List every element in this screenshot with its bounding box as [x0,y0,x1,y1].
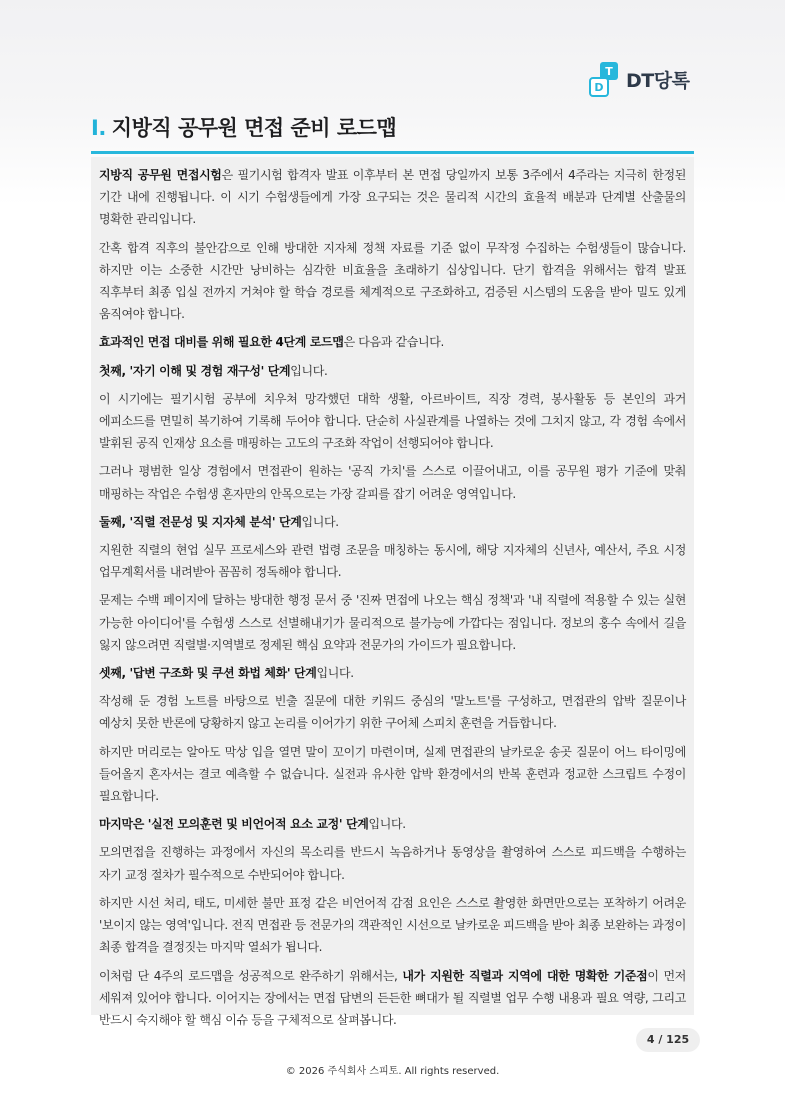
step-1-paragraph-2: 그러나 평범한 일상 경험에서 면접관이 원하는 '공직 가치'를 스스로 이끌어내고, 이를 공무원 평가 기준에 맞춰 매핑하는 작업은 수험생 혼자만의 안목으로는 가장 갈피를 잡기 어려운 영역입니다. [99,464,686,501]
step-2-paragraph-2: 문제는 수백 페이지에 달하는 방대한 행정 문서 중 '진짜 면접에 나오는 핵심 정책'과 '내 직렬에 적용할 수 있는 실현 가능한 아이디어'를 수험생 스스로 선별해내기가 물리적으로 불가능에 가깝다는 점입니다. 정보의 홍수 속에서 길을 잃지 않으려면 직렬별·지역별로 정제된 핵심 요약과 전문가의 가이드가 필요합니다. [99,593,686,652]
section-title [91,112,396,142]
page-number-badge: 4 / 125 [636,1028,700,1052]
logo-tiles-icon [584,60,624,100]
paragraph-2: 간혹 합격 직후의 불안감으로 인해 방대한 지자체 정책 자료를 기준 없이 무작정 수집하는 수험생들이 많습니다. 하지만 이는 소중한 시간만 낭비하는 심각한 비효율을 초래하기 십상입니다. 단기 합격을 위해서는 합격 발표 직후부터 최종 입실 전까지 거쳐야 할 학습 경로를 체계적으로 구조화하고, 검증된 시스템의 도움을 받아 밀도 있게 움직여야 합니다. [99,240,686,322]
step-3-bold: 셋째, '답변 구조화 및 쿠션 화법 체화' 단계 [99,666,317,681]
logo-letter-t: T [605,65,613,78]
step-1-heading [99,360,686,382]
step-2-suffix: 입니다. [301,514,339,529]
title-underline [91,151,694,154]
closing-paragraph [99,965,686,1032]
step-1-suffix: 입니다. [290,363,328,378]
step-3-heading [99,662,686,684]
roadmap-intro-bold: 효과적인 면접 대비를 위해 필요한 4단계 로드맵 [99,335,344,350]
logo-letter-d: D [594,81,604,94]
brand-logo [584,60,694,100]
copyright-footer: © 2026 주식회사 스피토. All rights reserved. [285,1066,500,1077]
section-number: I. [91,116,106,140]
brand-name: DT당톡 [626,70,690,92]
step-2-heading [99,511,686,533]
step-3-paragraph-1: 작성해 둔 경험 노트를 바탕으로 빈출 질문에 대한 키워드 중심의 '말노트'를 구성하고, 면접관의 압박 질문이나 예상치 못한 반론에 당황하지 않고 논리를 이어가기 위한 구어체 스피치 훈련을 거듭합니다. [99,694,686,731]
closing-text-2: 이 먼저 세워져 있어야 합니다. 이어지는 장에서는 면접 답변의 든든한 뼈대가 될 직렬별 업무 수행 내용과 필요 역량, 그리고 반드시 숙지해야 할 핵심 이슈 등을 구체적으로 살펴봅니다. [99,968,686,1027]
step-2-bold: 둘째, '직렬 전문성 및 지자체 분석' 단계 [99,514,302,529]
step-4-bold: 마지막은 '실전 모의훈련 및 비언어적 요소 교정' 단계 [99,817,369,832]
step-4-suffix: 입니다. [368,817,406,832]
intro-paragraph [99,164,686,231]
intro-bold: 지방직 공무원 면접시험 [99,168,222,182]
step-4-paragraph-2: 하지만 시선 처리, 태도, 미세한 불만 표정 같은 비언어적 감점 요인은 스스로 촬영한 화면만으로는 포착하기 어려운 '보이지 않는 영역'입니다. 전직 면접관 등 전문가의 객관적인 시선으로 날카로운 피드백을 받아 최종 보완하는 과정이 최종 합격을 결정짓는 마지막 열쇠가 됩니다. [99,895,686,955]
closing-text-1: 이처럼 단 4주의 로드맵을 성공적으로 완주하기 위해서는, [99,968,403,983]
content-box [91,157,694,1027]
roadmap-intro-text: 은 다음과 같습니다. [343,335,444,350]
step-1-bold: 첫째, '자기 이해 및 경험 재구성' 단계 [99,363,291,378]
step-4-paragraph-1: 모의면접을 진행하는 과정에서 자신의 목소리를 반드시 녹음하거나 동영상을 촬영하여 스스로 피드백을 수행하는 자기 교정 절차가 필수적으로 수반되어야 합니다. [99,845,686,882]
step-2-paragraph-1: 지원한 직렬의 현업 실무 프로세스와 관련 법령 조문을 매칭하는 동시에, 해당 지자체의 신년사, 예산서, 주요 시정 업무계획서를 내려받아 꼼꼼히 정독해야 합니다. [99,543,686,580]
intro-text: 은 필기시험 합격자 발표 이후부터 본 면접 당일까지 보통 3주에서 4주라는 지극히 한정된 기간 내에 진행됩니다. 이 시기 수험생들에게 가장 요구되는 것은 물리적 시간의 효율적 배분과 단계별 산출물의 명확한 관리입니다. [99,168,687,227]
section-title-text: 지방직 공무원 면접 준비 로드맵 [111,116,397,140]
closing-bold: 내가 지원한 직렬과 지역에 대한 명확한 기준점 [402,968,648,983]
roadmap-intro [99,331,686,353]
step-1-paragraph-1: 이 시기에는 필기시험 공부에 치우쳐 망각했던 대학 생활, 아르바이트, 직장 경력, 봉사활동 등 본인의 과거 에피소드를 면밀히 복기하여 기록해 두어야 합니다. 단순히 사실관계를 나열하는 것에 그치지 않고, 각 경험 속에서 발휘된 공직 인재상 요소를 매핑하는 고도의 구조화 작업이 선행되어야 합니다. [99,391,686,451]
step-3-suffix: 입니다. [316,666,354,681]
step-4-heading [99,813,686,835]
step-3-paragraph-2: 하지만 머리로는 알아도 막상 입을 열면 말이 꼬이기 마련이며, 실제 면접관의 날카로운 송곳 질문이 어느 타이밍에 들어올지 혼자서는 결코 예측할 수 없습니다. 실전과 유사한 압박 환경에서의 반복 훈련과 정교한 스크립트 수정이 필요합니다. [99,744,686,804]
